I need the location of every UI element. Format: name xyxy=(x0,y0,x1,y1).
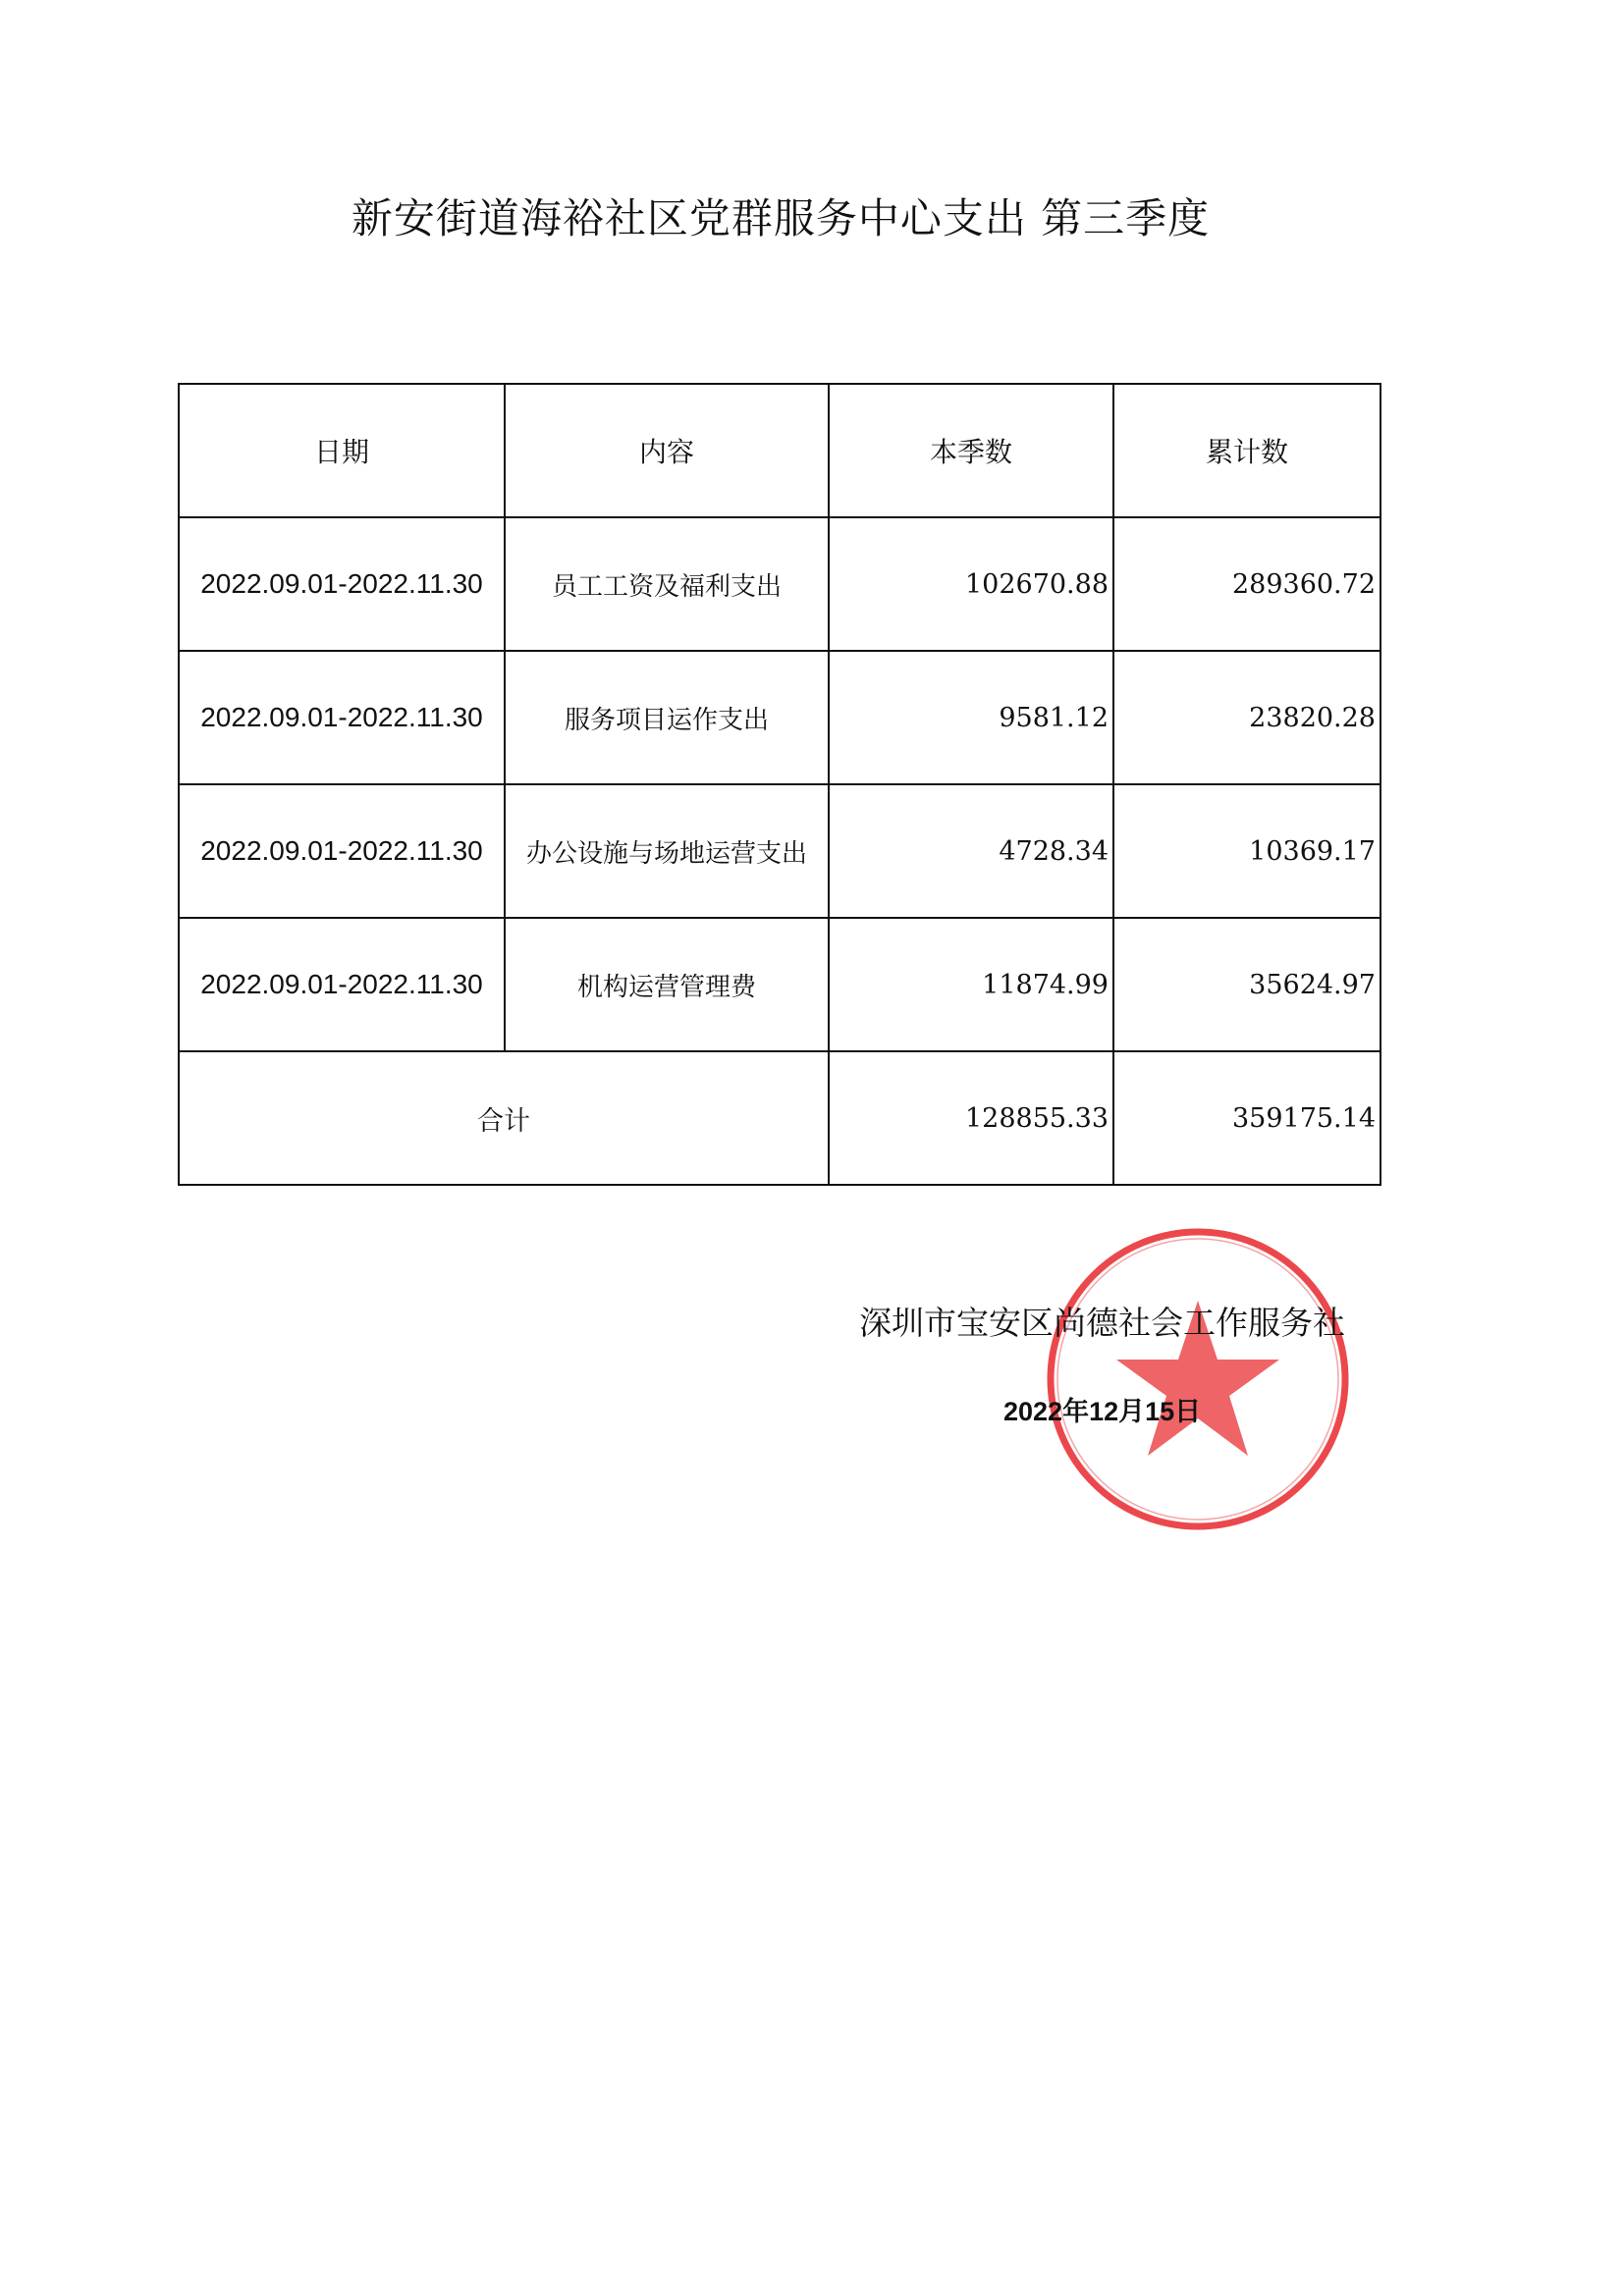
table-total-row xyxy=(179,1051,1380,1185)
cell-quarter: 9581.12 xyxy=(829,651,1113,784)
cell-date: 2022.09.01-2022.11.30 xyxy=(179,651,505,784)
header-date: 日期 xyxy=(179,384,505,517)
cell-quarter: 11874.99 xyxy=(829,918,1113,1051)
cell-cumulative: 10369.17 xyxy=(1113,784,1380,918)
header-quarter: 本季数 xyxy=(829,384,1113,517)
header-cumulative: 累计数 xyxy=(1113,384,1380,517)
cell-quarter: 4728.34 xyxy=(829,784,1113,918)
document-title: 新安街道海裕社区党群服务中心支出 第三季度 xyxy=(351,194,1211,242)
table-row xyxy=(179,918,1380,1051)
total-cumulative: 359175.14 xyxy=(1113,1051,1380,1185)
cell-cumulative: 289360.72 xyxy=(1113,517,1380,651)
table-row xyxy=(179,784,1380,918)
total-label: 合计 xyxy=(179,1051,829,1185)
cell-content: 员工工资及福利支出 xyxy=(505,517,829,651)
total-quarter: 128855.33 xyxy=(829,1051,1113,1185)
signing-organization: 深圳市宝安区尚德社会工作服务社 xyxy=(859,1304,1345,1342)
cell-cumulative: 23820.28 xyxy=(1113,651,1380,784)
signing-date: 2022年12月15日 xyxy=(1003,1397,1202,1426)
cell-date: 2022.09.01-2022.11.30 xyxy=(179,517,505,651)
table-row xyxy=(179,651,1380,784)
table-row xyxy=(179,517,1380,651)
cell-date: 2022.09.01-2022.11.30 xyxy=(179,918,505,1051)
cell-content: 机构运营管理费 xyxy=(505,918,829,1051)
header-content: 内容 xyxy=(505,384,829,517)
cell-content: 服务项目运作支出 xyxy=(505,651,829,784)
cell-content: 办公设施与场地运营支出 xyxy=(505,784,829,918)
cell-cumulative: 35624.97 xyxy=(1113,918,1380,1051)
table-header-row xyxy=(179,384,1380,517)
cell-date: 2022.09.01-2022.11.30 xyxy=(179,784,505,918)
cell-quarter: 102670.88 xyxy=(829,517,1113,651)
official-seal-stamp xyxy=(1041,1222,1355,1536)
expense-table xyxy=(178,383,1381,1186)
